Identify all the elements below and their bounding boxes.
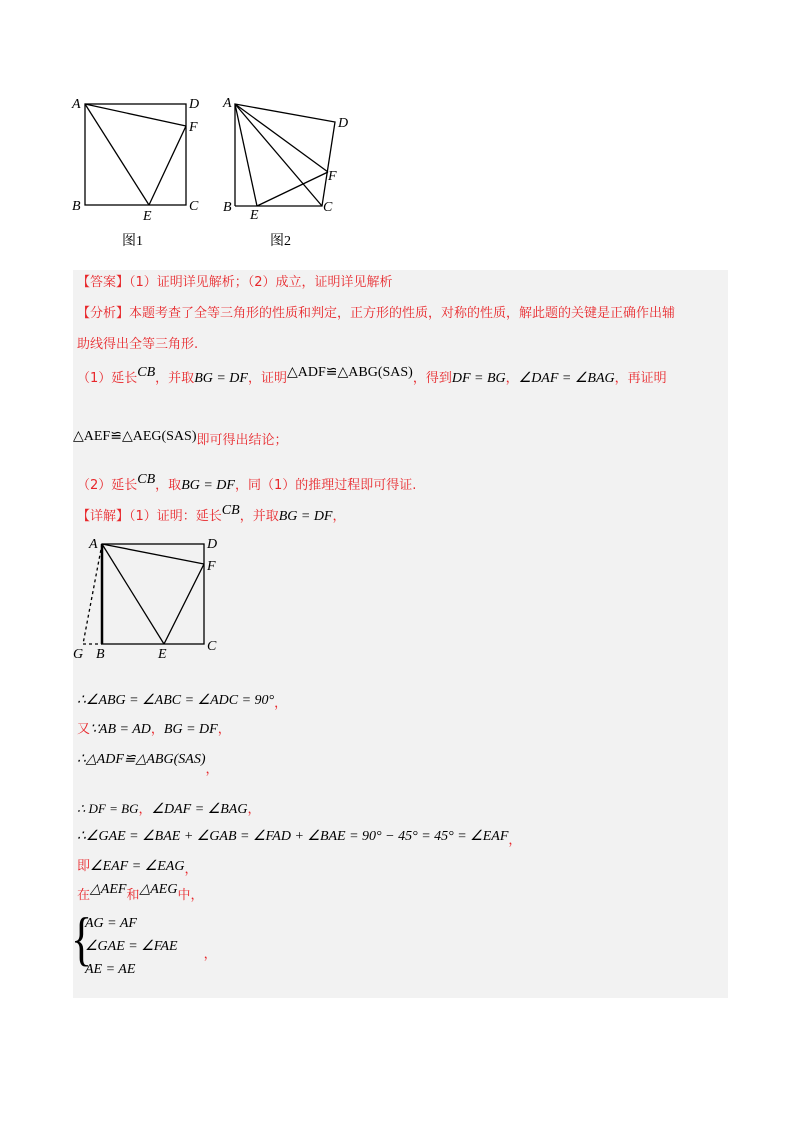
system-eq-2 xyxy=(85,938,217,962)
text-fragment: ， xyxy=(203,947,217,962)
text-fragment: ，得到 xyxy=(412,371,452,386)
text-fragment: ，并取 xyxy=(155,371,195,386)
analysis-text-1: 本题考查了全等三角形的性质和判定，正方形的性质，对称的性质，解此题的关键是正确作出辅 xyxy=(129,306,676,321)
fig2-label-e: E xyxy=(250,208,259,223)
analysis-line-2 xyxy=(77,336,198,354)
math-bg-df: BG = DF xyxy=(278,509,333,524)
solution-panel xyxy=(73,270,728,998)
analysis-part-2 xyxy=(77,472,417,495)
math-df-bg: ∴ DF = BG xyxy=(77,801,139,816)
text-fragment: ， xyxy=(217,722,231,737)
figure-3 xyxy=(73,530,233,660)
math-step-6: ∠EAF = ∠EAG xyxy=(90,859,185,874)
fig3-label-e: E xyxy=(158,647,167,660)
step-7 xyxy=(77,882,204,905)
detail-intro xyxy=(77,503,346,526)
fig2-label-f: F xyxy=(328,169,337,184)
math-step-5: ∴∠GAE = ∠BAE + ∠GAB = ∠FAD + ∠BAE = 90° − 45° = 45° = ∠EAF xyxy=(77,829,509,844)
math-angle-equality: ∠DAF = ∠BAG xyxy=(151,802,248,817)
figure-1 xyxy=(60,90,210,250)
math-system-line-1: AG = AF xyxy=(85,916,137,931)
math-cb: CB xyxy=(137,365,156,380)
math-triangle-aeg: △AEG xyxy=(139,882,178,897)
text-fragment: ， xyxy=(505,371,519,386)
math-bg-df: BG = DF xyxy=(163,722,218,737)
system-brace: { xyxy=(71,905,93,973)
analysis-text-2: 助线得出全等三角形. xyxy=(77,337,199,352)
text-fragment: ， xyxy=(247,802,261,817)
fig3-label-c: C xyxy=(207,639,217,654)
math-bg-df: BG = DF xyxy=(194,371,248,386)
text-fragment: 和 xyxy=(126,888,140,903)
fig3-label-f: F xyxy=(207,559,216,574)
math-step-3: ∴△ADF≌△ABG(SAS) xyxy=(77,752,206,767)
text-fragment: 在 xyxy=(77,888,91,903)
text-fragment: ， xyxy=(332,509,346,524)
text-fragment: ， xyxy=(150,722,164,737)
math-cb: CB xyxy=(221,503,240,518)
fig2-label-b: B xyxy=(223,200,232,215)
fig1-label-b: B xyxy=(72,199,81,214)
fig1-label-a: A xyxy=(72,97,81,112)
text-fragment: ，并取 xyxy=(239,509,279,524)
math-congruence-2: △AEF≌△AEG(SAS) xyxy=(73,429,197,444)
figure-2-caption: 图2 xyxy=(270,234,291,249)
fig1-label-f: F xyxy=(189,120,198,135)
text-fragment: ，证明 xyxy=(247,371,287,386)
text-fragment: 即 xyxy=(77,859,91,874)
answer-text: （1）证明详见解析；（2）成立，证明详见解析 xyxy=(129,275,393,290)
step-2 xyxy=(77,721,231,739)
text-fragment: （1）延长 xyxy=(77,371,138,386)
step-4 xyxy=(77,800,260,819)
fig3-label-b: B xyxy=(96,647,105,660)
text-fragment: ，同（1）的推理过程即可得证. xyxy=(234,478,417,493)
text-fragment: （2）延长 xyxy=(77,478,138,493)
text-fragment: ，再证明 xyxy=(614,371,667,386)
fig1-label-d: D xyxy=(189,97,200,112)
step-1 xyxy=(77,692,287,710)
text-fragment: ， xyxy=(274,696,288,711)
text-fragment: ，取 xyxy=(155,478,182,493)
system-eq-1 xyxy=(85,915,137,933)
math-system-line-3: AE = AE xyxy=(85,962,136,977)
fig1-label-c: C xyxy=(189,199,199,214)
text-fragment: ， xyxy=(138,802,152,817)
analysis-line-1 xyxy=(77,305,675,323)
text-fragment: 中， xyxy=(177,888,204,903)
math-step-1: ∴∠ABG = ∠ABC = ∠ADC = 90° xyxy=(77,693,275,708)
math-congruence: △ADF≌△ABG(SAS) xyxy=(286,365,413,380)
text-fragment: （1）证明：延长 xyxy=(129,509,222,524)
text-fragment: 又 xyxy=(77,722,91,737)
analysis-tag: 【分析】 xyxy=(77,306,130,321)
fig2-label-c: C xyxy=(323,200,333,215)
math-bg-df: BG = DF xyxy=(181,478,235,493)
fig3-label-d: D xyxy=(207,537,218,552)
math-df-bg: DF = BG xyxy=(451,371,506,386)
text-fragment: 即可得出结论； xyxy=(196,433,288,448)
analysis-part-1-cont xyxy=(73,428,288,446)
math-triangle-aef: △AEF xyxy=(90,882,127,897)
math-angle-equality: ∠DAF = ∠BAG xyxy=(518,371,615,386)
text-fragment: ， xyxy=(184,862,198,877)
figure-1-caption: 图1 xyxy=(122,234,143,249)
step-6 xyxy=(77,858,197,876)
step-3 xyxy=(77,751,219,777)
math-cb: CB xyxy=(137,472,156,487)
text-fragment: ， xyxy=(508,833,522,848)
math-system-line-2: ∠GAE = ∠FAE xyxy=(85,939,178,954)
system-eq-3 xyxy=(85,961,135,979)
answer-line xyxy=(77,274,393,292)
fig2-label-a: A xyxy=(223,96,232,111)
text-fragment: ， xyxy=(205,762,219,777)
fig2-label-d: D xyxy=(338,116,349,131)
answer-tag: 【答案】 xyxy=(77,275,130,290)
analysis-part-1 xyxy=(77,365,667,388)
figure-2 xyxy=(215,90,365,250)
step-5 xyxy=(77,828,521,846)
fig3-label-g: G xyxy=(73,647,84,660)
math-ab-ad: ∵AB = AD xyxy=(90,722,151,737)
fig3-label-a: A xyxy=(89,537,98,552)
fig1-label-e: E xyxy=(143,209,152,224)
detail-tag: 【详解】 xyxy=(77,509,130,524)
